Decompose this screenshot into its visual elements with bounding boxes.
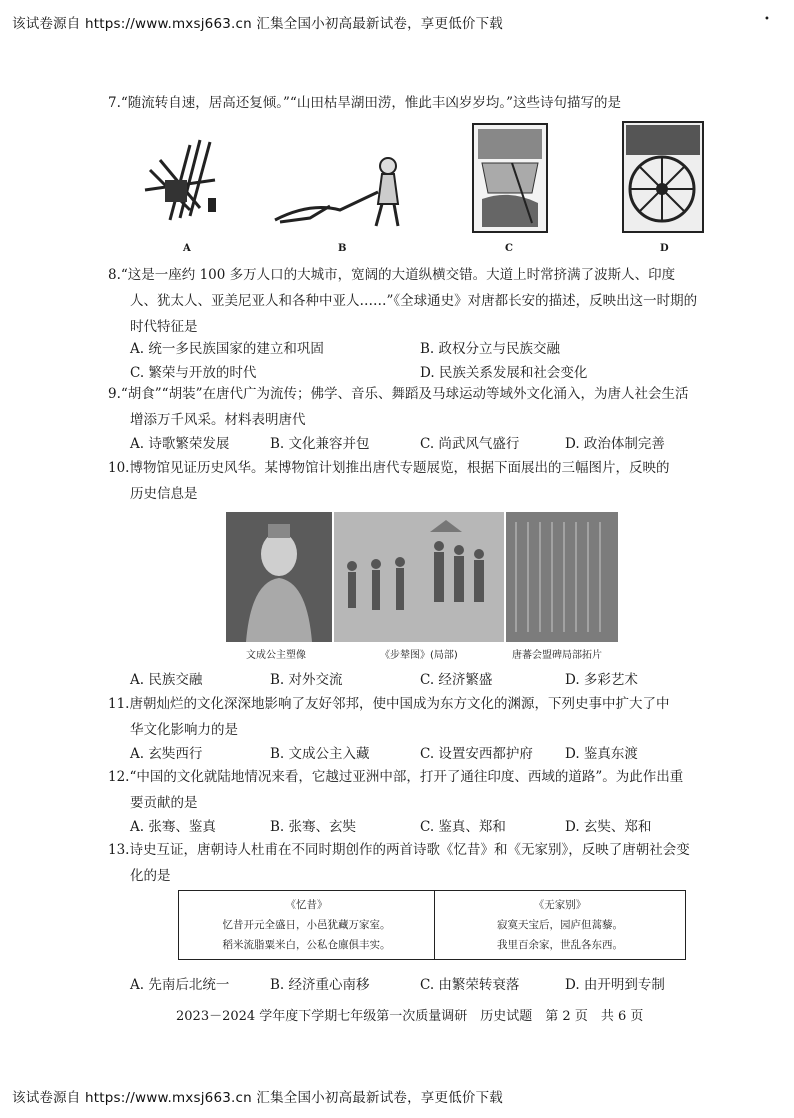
poem-yixi xyxy=(179,891,435,959)
question-9-line-1: 9.“胡食”“胡装”在唐代广为流传；佛学、音乐、舞蹈及马球运动等域外文化涌入，为唐人社会生活 xyxy=(108,386,689,402)
q10-option-c[interactable]: C. 经济繁盛 xyxy=(420,672,493,688)
poem-wujiabie xyxy=(435,891,685,959)
q7-label-b: B xyxy=(338,243,347,254)
question-12-line-2: 要贡献的是 xyxy=(130,795,198,811)
question-13-line-1: 13.诗史互证，唐朝诗人杜甫在不同时期创作的两首诗歌《忆昔》和《无家别》，反映了唐朝社会变 xyxy=(108,842,690,858)
q11-option-c[interactable]: C. 设置安西都护府 xyxy=(420,746,533,762)
q13-option-a[interactable]: A. 先南后北统一 xyxy=(130,977,230,993)
source-banner-bottom: 该试卷源自 https://www.mxsj663.cn 汇集全国小初高最新试卷，享更低价下载 xyxy=(12,1090,504,1106)
question-10-line-1: 10.博物馆见证历史风华。某博物馆计划推出唐代专题展览，根据下面展出的三幅图片，反映的 xyxy=(108,460,670,476)
q7-label-c: C xyxy=(505,243,513,254)
question-11-line-1: 11.唐朝灿烂的文化深深地影响了友好邻邦，使中国成为东方文化的渊源，下列史事中扩大了中 xyxy=(108,696,670,712)
q10-photo-buniantu xyxy=(334,512,504,642)
q8-option-b[interactable]: B. 政权分立与民族交融 xyxy=(420,341,561,357)
q10-option-b[interactable]: B. 对外交流 xyxy=(270,672,343,688)
poem-yixi-line-1: 忆昔开元全盛日，小邑犹藏万家室。 xyxy=(222,919,391,931)
q7-label-d: D xyxy=(660,243,669,254)
q10-photo-wencheng-statue xyxy=(226,512,332,642)
q11-option-d[interactable]: D. 鉴真东渡 xyxy=(565,746,638,762)
question-7 xyxy=(108,90,698,116)
poem-wujiabie-line-1: 寂寞天宝后，园庐但蒿藜。 xyxy=(497,919,623,931)
question-11-line-2: 华文化影响力的是 xyxy=(130,722,238,738)
q12-option-d[interactable]: D. 玄奘、郑和 xyxy=(565,819,652,835)
corner-mark: • xyxy=(764,14,770,25)
q10-caption-1: 文成公主塑像 xyxy=(246,650,306,661)
source-banner-top: 该试卷源自 https://www.mxsj663.cn 汇集全国小初高最新试卷，享更低价下载 xyxy=(12,16,504,32)
question-7-stem: 7.“随流转自速，居高还复倾。”“山田枯旱湖田涝，惟此丰凶岁岁均。”这些诗句描写的是 xyxy=(108,95,621,111)
question-8-line-2: 人、犹太人、亚美尼亚人和各种中亚人……”《全球通史》对唐都长安的描述，反映出这一时期的 xyxy=(130,293,698,309)
q10-option-a[interactable]: A. 民族交融 xyxy=(130,672,203,688)
question-10 xyxy=(108,455,698,507)
page-footer: 2023－2024 学年度下学期七年级第一次质量调研 历史试题 第 2 页 共 6 页 xyxy=(176,1009,644,1024)
q8-option-c[interactable]: C. 繁荣与开放的时代 xyxy=(130,365,257,381)
poem-yixi-title: 《忆昔》 xyxy=(285,899,328,911)
q8-option-a[interactable]: A. 统一多民族国家的建立和巩固 xyxy=(130,341,324,357)
q7-image-d-waterwheel xyxy=(622,121,704,233)
q10-caption-2: 《步辇图》(局部) xyxy=(380,650,458,661)
poem-wujiabie-line-2: 我里百余家，世乱各东西。 xyxy=(497,939,623,951)
question-11 xyxy=(108,691,698,743)
q9-option-c[interactable]: C. 尚武风气盛行 xyxy=(420,436,520,452)
poem-yixi-line-2: 稻米流脂粟米白，公私仓廪俱丰实。 xyxy=(222,939,391,951)
q11-option-b[interactable]: B. 文成公主入藏 xyxy=(270,746,370,762)
question-12-line-1: 12.“中国的文化就陆地情况来看，它越过亚洲中部，打开了通往印度、西域的道路”。为此作出重 xyxy=(108,769,684,785)
q13-option-b[interactable]: B. 经济重心南移 xyxy=(270,977,370,993)
q12-option-c[interactable]: C. 鉴真、郑和 xyxy=(420,819,506,835)
q8-option-d[interactable]: D. 民族关系发展和社会变化 xyxy=(420,365,588,381)
q13-option-c[interactable]: C. 由繁荣转衰落 xyxy=(420,977,520,993)
q12-option-b[interactable]: B. 张骞、玄奘 xyxy=(270,819,357,835)
q10-caption-3: 唐蕃会盟碑局部拓片 xyxy=(512,650,602,661)
q10-photo-stele-rubbing xyxy=(506,512,618,642)
q9-option-b[interactable]: B. 文化兼容并包 xyxy=(270,436,370,452)
question-8-line-3: 时代特征是 xyxy=(130,319,198,335)
q7-label-a: A xyxy=(183,243,191,254)
q7-image-c-engraving xyxy=(472,123,548,233)
question-13-line-2: 化的是 xyxy=(130,868,171,884)
question-12 xyxy=(108,764,698,816)
poem-wujiabie-title: 《无家别》 xyxy=(533,899,587,911)
question-9-line-2: 增添万千风采。材料表明唐代 xyxy=(130,412,306,428)
question-13 xyxy=(108,837,698,889)
q9-option-a[interactable]: A. 诗歌繁荣发展 xyxy=(130,436,230,452)
question-10-line-2: 历史信息是 xyxy=(130,486,198,502)
q7-image-b-plough xyxy=(270,152,410,232)
q10-option-d[interactable]: D. 多彩艺术 xyxy=(565,672,638,688)
q13-poem-table xyxy=(178,890,686,960)
question-9 xyxy=(108,381,698,433)
q12-option-a[interactable]: A. 张骞、鉴真 xyxy=(130,819,216,835)
q9-option-d[interactable]: D. 政治体制完善 xyxy=(565,436,665,452)
question-8 xyxy=(108,262,698,340)
question-8-line-1: 8.“这是一座约 100 多万人口的大城市，宽阔的大道纵横交错。大道上时常挤满了波斯人、印度 xyxy=(108,267,676,283)
q11-option-a[interactable]: A. 玄奘西行 xyxy=(130,746,203,762)
q7-image-a-waterwheel-tool xyxy=(130,130,240,230)
q13-option-d[interactable]: D. 由开明到专制 xyxy=(565,977,665,993)
